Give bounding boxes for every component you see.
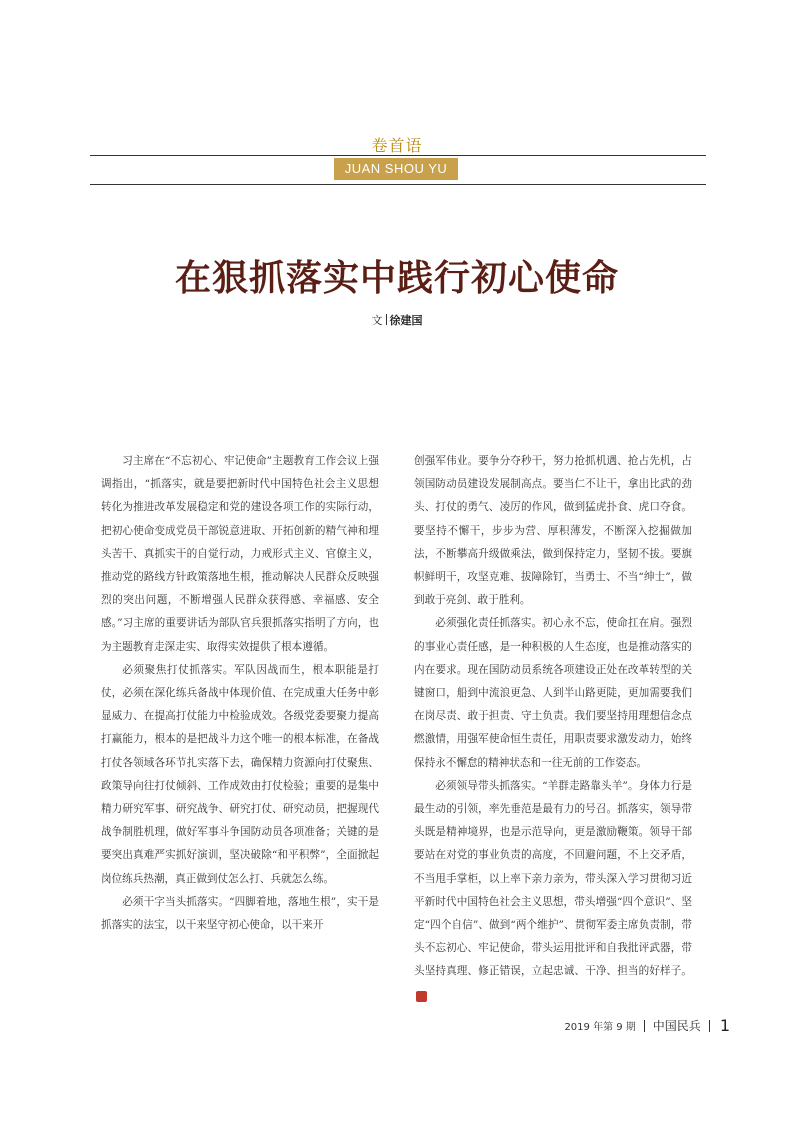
byline	[0, 312, 794, 328]
paragraph: 必须强化责任抓落实。初心永不忘，使命扛在肩。强烈的事业心责任感，是一种积极的人生态度，也是推动落实的内在要求。现在国防动员系统各项建设正处在改革转型的关键窗口，船到中流浪更急、人到半山路更陡，更加需要我们在岗尽责、敢于担责、守土负责。我们要坚持用理想信念点燃激情，用强军使命恒生责任，用职责要求激发动力，始终保持永不懈怠的精神状态和一往无前的工作姿态。	[414, 617, 692, 769]
magazine-name: 中国民兵	[652, 1019, 701, 1033]
paragraph	[414, 775, 692, 1007]
author-name: 徐建国	[389, 314, 423, 327]
article-title: 在狠抓落实中践行初心使命	[174, 258, 619, 299]
paragraph: 习主席在“不忘初心、牢记使命”主题教育工作会议上强调指出，“抓落实，就是要把新时代中国特色社会主义思想转化为推进改革发展稳定和党的建设各项工作的实际行动，把初心使命变成党员干部锐意进取、开拓创新的精气神和埋头苦干、真抓实干的自觉行动，力戒形式主义、官僚主义，推动党的路线方针政策落地生根，推动解决人民群众反映强烈的突出问题，不断增强人民群众获得感、幸福感、安全感。”习主席的重要讲话为部队官兵狠抓落实指明了方向，也为主题教育走深走实、取得实效提供了根本遵循。	[101, 455, 379, 653]
paragraph: 必须干字当头抓落实。“四脚着地，落地生根”，实干是抓落实的法宝，以干来坚守初心使命，以干来开	[101, 895, 379, 932]
paragraph: 创强军伟业。要争分夺秒干，努力抢抓机遇、抢占先机，占领国防动员建设发展制高点。要当仁不让干，拿出比武的劲头、打仗的勇气、凌厉的作风，做到猛虎扑食、虎口夺食。要坚持不懈干，步步为营、厚积薄发，不断深入挖掘做加法，不断攀高升级做乘法，做到保持定力，坚韧不拔。要旗帜鲜明干，攻坚克难、拔障除钉，当勇士、不当“绅士”，做到敢于亮剑、敢于胜利。	[414, 455, 692, 607]
issue-label: 2019 年第 9 期	[564, 1022, 636, 1033]
paragraph-text: 必须领导带头抓落实。“羊群走路靠头羊”。身体力行是最生动的引领，率先垂范是最有力的号召。抓落实，领导带头既是精神境界，也是示范导向，更是激励鞭策。领导干部要站在对党的事业负责的高度，不回避问题，不上交矛盾，不当甩手掌柜，以上率下亲力亲为，带头深入学习贯彻习近平新时代中国特色社会主义思想，带头增强“四个意识”、坚定“四个自信”、做到“两个维护”、贯彻军委主席负责制，带头不忘初心、牢记使命，带头运用批评和自我批评武器，带头坚持真理、修正错误，立起忠诚、干净、担当的好样子。	[414, 779, 692, 978]
byline-divider	[386, 314, 387, 325]
column-title-cn: 卷首语	[371, 136, 423, 155]
header-rule-top	[90, 155, 706, 156]
column-title-en: JUAN SHOU YU	[334, 158, 458, 180]
page-number: 1	[719, 1016, 730, 1035]
paragraph: 必须聚焦打仗抓落实。军队因战而生，根本职能是打仗，必须在深化练兵备战中体现价值、在完成重大任务中彰显威力、在提高打仗能力中检验成效。各级党委要聚力提高打赢能力，根本的是把战斗力这个唯一的根本标准，在备战打仗各领域各环节扎实落下去，确保精力资源向打仗聚焦、政策导向往打仗倾斜、工作成效由打仗检验；重要的是集中精力研究军事、研究战争、研究打仗、研究动员，把握现代战争制胜机理，做好军事斗争国防动员各项准备；关键的是要突出真难严实抓好演训，坚决破除“和平积弊”，全面掀起岗位练兵热潮，真正做到仗怎么打、兵就怎么练。	[101, 663, 379, 885]
header-rule-bottom	[90, 184, 706, 185]
footer-divider	[709, 1020, 710, 1032]
body-column-left	[101, 450, 379, 937]
page-footer	[564, 1016, 730, 1035]
body-column-right	[414, 450, 692, 1007]
byline-prefix: 文	[371, 314, 383, 327]
footer-divider	[644, 1020, 645, 1032]
end-mark-icon: ◆	[416, 991, 427, 1002]
